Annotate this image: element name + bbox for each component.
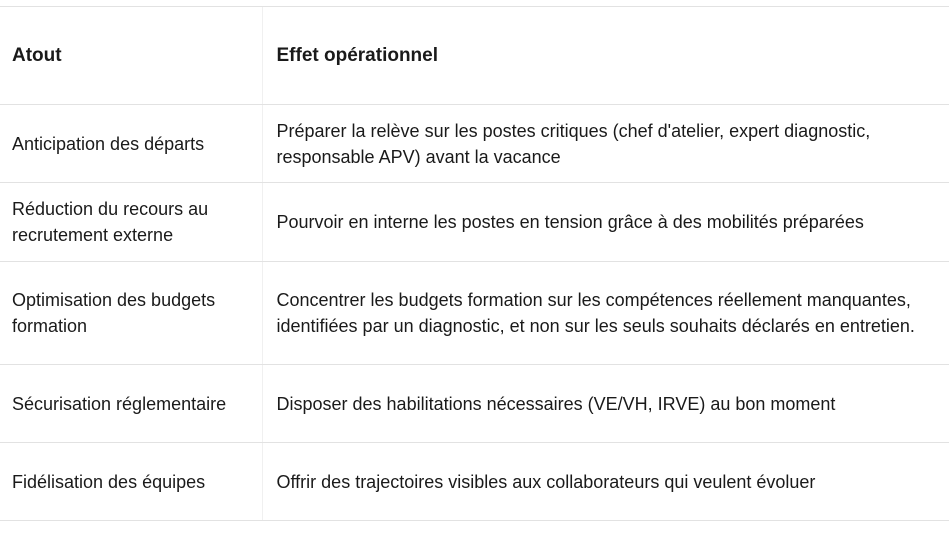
table-row (0, 183, 949, 262)
table-row (0, 105, 949, 183)
row-effect-cell: Concentrer les budgets formation sur les compétences réellement manquantes, identifiées par un diagnostic, et non sur les seuls souhaits déclarés en entretien. (262, 262, 949, 365)
row-asset-cell: Sécurisation réglementaire (0, 365, 262, 443)
row-effect-cell: Offrir des trajectoires visibles aux collaborateurs qui veulent évoluer (262, 443, 949, 521)
row-asset-cell: Optimisation des budgets formation (0, 262, 262, 365)
header-effet-operationnel: Effet opérationnel (262, 7, 949, 105)
row-effect-cell: Disposer des habilitations nécessaires (VE/VH, IRVE) au bon moment (262, 365, 949, 443)
row-effect-cell: Préparer la relève sur les postes critiques (chef d'atelier, expert diagnostic, responsable APV) avant la vacance (262, 105, 949, 183)
table-row (0, 365, 949, 443)
row-effect-cell: Pourvoir en interne les postes en tension grâce à des mobilités préparées (262, 183, 949, 262)
header-atout: Atout (0, 7, 262, 105)
table-row (0, 443, 949, 521)
table-header-row (0, 7, 949, 105)
table-row (0, 262, 949, 365)
row-asset-cell: Fidélisation des équipes (0, 443, 262, 521)
row-asset-cell: Réduction du recours au recrutement externe (0, 183, 262, 262)
row-asset-cell: Anticipation des départs (0, 105, 262, 183)
assets-table (0, 6, 949, 521)
